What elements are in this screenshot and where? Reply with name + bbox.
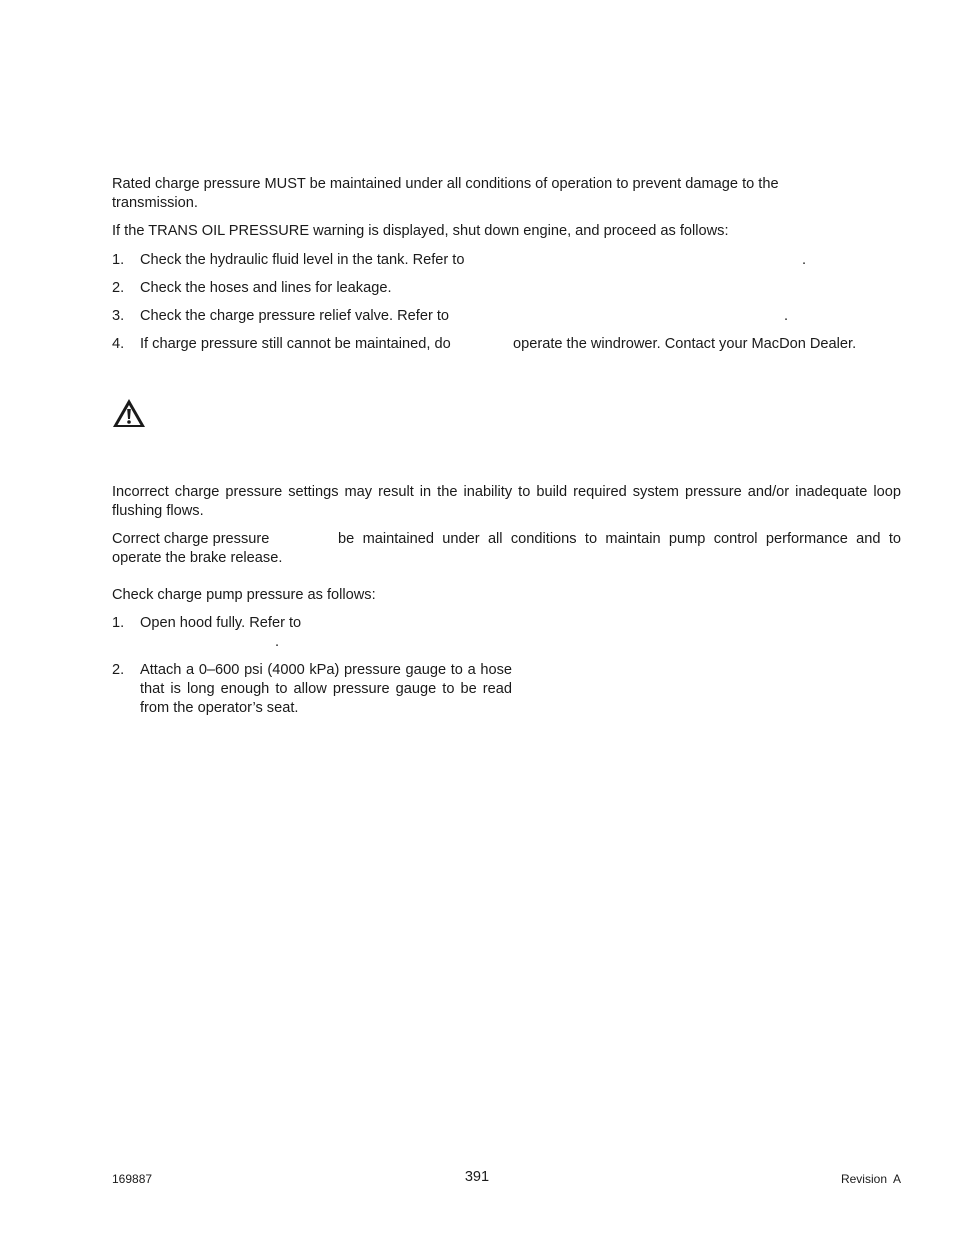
- list-tail: .: [802, 252, 807, 268]
- list-item: [112, 251, 464, 270]
- list-tail: operate the windrower. Contact your MacDon Dealer.: [513, 336, 857, 352]
- list-number: 2.: [112, 662, 125, 678]
- list-tail: .: [784, 308, 789, 324]
- list-number: 4.: [112, 336, 125, 352]
- list-item: [112, 279, 392, 298]
- warning-triangle-icon: [112, 398, 146, 428]
- list-number: 1.: [112, 615, 125, 631]
- list-text: If charge pressure still cannot be maintained, do: [140, 336, 451, 352]
- body-paragraph-4: be maintained under all conditions to maintain pump control performance and to operate the brake release.: [112, 531, 901, 566]
- list-tail: .: [275, 634, 280, 650]
- revision-label: Revision A: [840, 1172, 901, 1186]
- list-item: [112, 614, 301, 633]
- list-text: Check the hoses and lines for leakage.: [140, 280, 392, 296]
- list-item: [112, 661, 512, 718]
- list-item: [112, 307, 449, 326]
- body-paragraph-3: Incorrect charge pressure settings may result in the inability to build required system pressure and/or inadequate loop flushing flows.: [112, 484, 901, 519]
- intro-paragraph-2: If the TRANS OIL PRESSURE warning is displayed, shut down engine, and proceed as follows:: [112, 223, 729, 239]
- list-number: 1.: [112, 252, 125, 268]
- page-number: 391: [464, 1169, 490, 1185]
- list-text: Check the hydraulic fluid level in the tank. Refer to: [140, 252, 465, 268]
- list-number: 3.: [112, 308, 125, 324]
- list-text: Open hood fully. Refer to: [140, 615, 302, 631]
- body-paragraph-4-start: Correct charge pressure: [112, 531, 270, 547]
- list-text: Attach a 0–600 psi (4000 kPa) pressure gauge to a hose that is long enough to allow pressure gauge to be read from the operator’s seat.: [140, 662, 512, 716]
- list-text: Check the charge pressure relief valve. Refer to: [140, 308, 450, 324]
- document-number: 169887: [112, 1172, 153, 1186]
- intro-paragraph-1: Rated charge pressure MUST be maintained under all conditions of operation to prevent damage to the transmission.: [112, 176, 779, 211]
- list-item: [112, 335, 451, 354]
- body-paragraph-5: Check charge pump pressure as follows:: [112, 587, 376, 603]
- list-number: 2.: [112, 280, 125, 296]
